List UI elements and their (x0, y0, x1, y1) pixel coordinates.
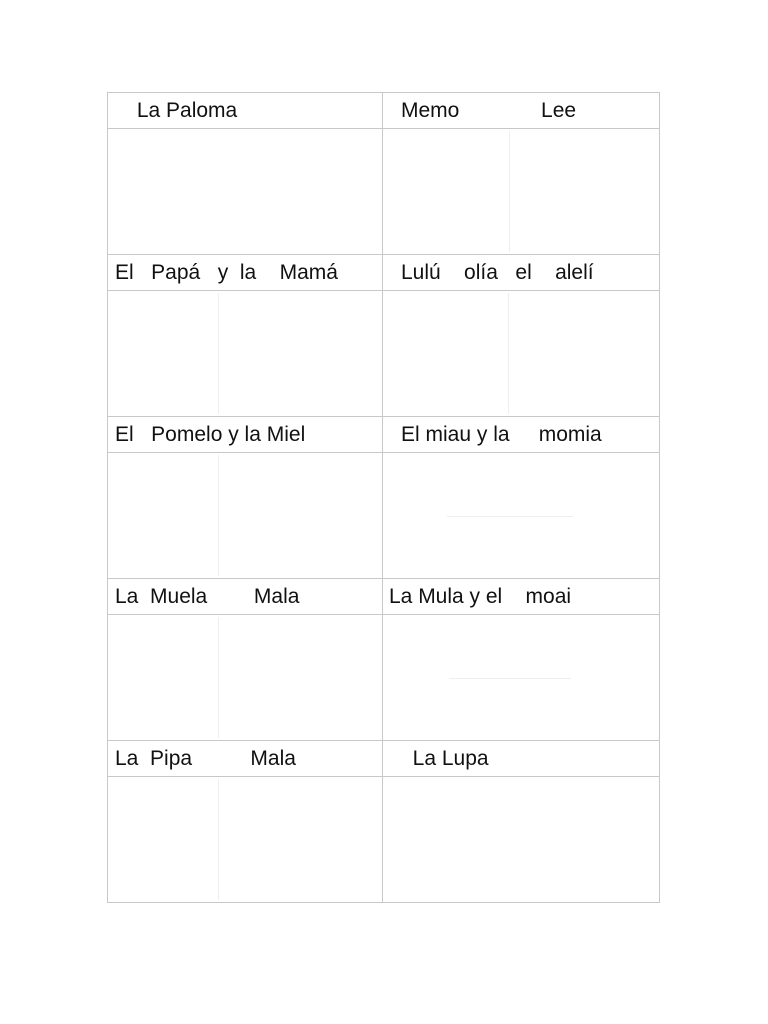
faint-guide-line (218, 617, 219, 738)
label-cell: Lulú olía el alelí (383, 255, 660, 291)
drawing-box (383, 453, 660, 579)
faint-guide-line (508, 293, 509, 414)
label-row-1 (108, 93, 660, 129)
label-row-2 (108, 255, 660, 291)
reading-worksheet-table (107, 92, 660, 903)
label-row-3 (108, 417, 660, 453)
label-cell: La Paloma (108, 93, 383, 129)
faint-guide-line (449, 678, 571, 679)
label-row-4 (108, 579, 660, 615)
label-cell: El miau y la momia (383, 417, 660, 453)
drawing-box (108, 129, 383, 255)
label-cell: El Papá y la Mamá (108, 255, 383, 291)
faint-guide-line (218, 455, 219, 576)
faint-guide-line (447, 516, 573, 517)
label-cell: La Mula y el moai (383, 579, 660, 615)
drawing-row-3 (108, 453, 660, 579)
drawing-box (108, 291, 383, 417)
drawing-row-2 (108, 291, 660, 417)
drawing-box (383, 777, 660, 903)
drawing-box (108, 453, 383, 579)
drawing-box (383, 615, 660, 741)
drawing-row-5 (108, 777, 660, 903)
faint-guide-line (509, 131, 510, 252)
label-row-5 (108, 741, 660, 777)
drawing-row-1 (108, 129, 660, 255)
label-cell: El Pomelo y la Miel (108, 417, 383, 453)
drawing-box (108, 777, 383, 903)
drawing-box (108, 615, 383, 741)
label-cell: La Muela Mala (108, 579, 383, 615)
label-cell: La Lupa (383, 741, 660, 777)
drawing-box (383, 129, 660, 255)
faint-guide-line (218, 293, 219, 414)
drawing-row-4 (108, 615, 660, 741)
label-cell: Memo Lee (383, 93, 660, 129)
label-cell: La Pipa Mala (108, 741, 383, 777)
faint-guide-line (218, 779, 219, 900)
drawing-box (383, 291, 660, 417)
